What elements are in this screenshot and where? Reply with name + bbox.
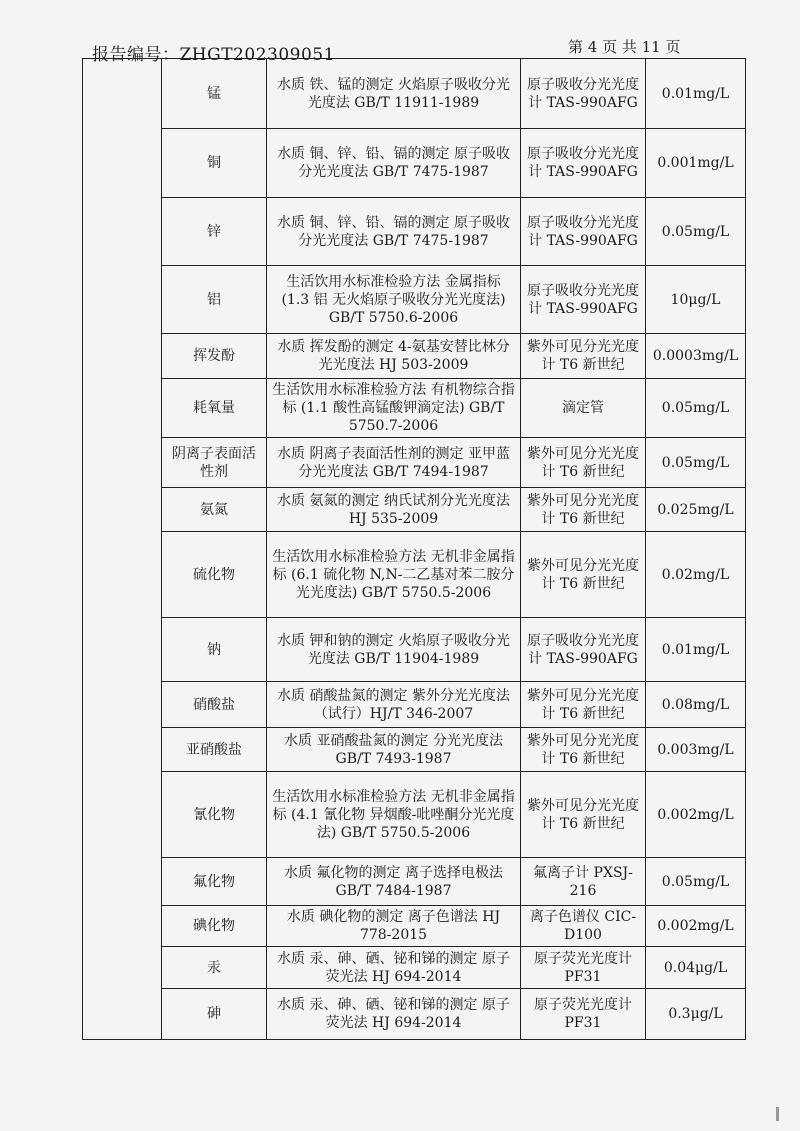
item-cell: 汞 bbox=[162, 947, 267, 989]
table-row bbox=[83, 129, 746, 198]
instrument-cell: 紫外可见分光光度计 T6 新世纪 bbox=[521, 772, 646, 858]
item-cell: 铝 bbox=[162, 266, 267, 334]
instrument-cell: 紫外可见分光光度计 T6 新世纪 bbox=[521, 438, 646, 488]
item-cell: 阴离子表面活性剂 bbox=[162, 438, 267, 488]
item-cell: 耗氧量 bbox=[162, 379, 267, 438]
table-row bbox=[83, 772, 746, 858]
limit-cell: 0.05mg/L bbox=[646, 198, 746, 266]
instrument-cell: 紫外可见分光光度计 T6 新世纪 bbox=[521, 488, 646, 532]
item-cell: 锌 bbox=[162, 198, 267, 266]
table-row bbox=[83, 618, 746, 682]
item-cell: 硫化物 bbox=[162, 532, 267, 618]
item-cell: 硝酸盐 bbox=[162, 682, 267, 728]
table-row bbox=[83, 379, 746, 438]
report-number: 报告编号：ZHGT202309051 bbox=[92, 45, 335, 65]
table-row bbox=[83, 532, 746, 618]
limit-cell: 0.001mg/L bbox=[646, 129, 746, 198]
method-cell: 生活饮用水标准检验方法 金属指标 (1.3 铝 无火焰原子吸收分光光度法) GB/T 5750.6-2006 bbox=[267, 266, 521, 334]
method-cell: 水质 氨氮的测定 纳氏试剂分光光度法 HJ 535-2009 bbox=[267, 488, 521, 532]
method-cell: 水质 硝酸盐氮的测定 紫外分光光度法（试行）HJ/T 346-2007 bbox=[267, 682, 521, 728]
table-row bbox=[83, 858, 746, 906]
limit-cell: 0.01mg/L bbox=[646, 59, 746, 129]
table-row bbox=[83, 947, 746, 989]
method-cell: 水质 铜、锌、铅、镉的测定 原子吸收分光光度法 GB/T 7475-1987 bbox=[267, 129, 521, 198]
page-indicator: 第 4 页 共 11 页 bbox=[568, 38, 681, 56]
limit-cell: 0.02mg/L bbox=[646, 532, 746, 618]
limit-cell: 0.08mg/L bbox=[646, 682, 746, 728]
method-cell: 水质 铜、锌、铅、镉的测定 原子吸收分光光度法 GB/T 7475-1987 bbox=[267, 198, 521, 266]
instrument-cell: 原子荧光光度计 PF31 bbox=[521, 989, 646, 1040]
instrument-cell: 原子吸收分光光度计 TAS-990AFG bbox=[521, 198, 646, 266]
method-cell: 生活饮用水标准检验方法 无机非金属指标 (4.1 氰化物 异烟酸-吡唑酮分光光度法) GB/T 5750.5-2006 bbox=[267, 772, 521, 858]
limit-cell: 0.04μg/L bbox=[646, 947, 746, 989]
method-cell: 水质 汞、砷、硒、铋和锑的测定 原子荧光法 HJ 694-2014 bbox=[267, 989, 521, 1040]
scan-edge-mark bbox=[776, 1107, 779, 1121]
instrument-cell: 离子色谱仪 CIC-D100 bbox=[521, 906, 646, 947]
limit-cell: 0.003mg/L bbox=[646, 728, 746, 772]
limit-cell: 0.01mg/L bbox=[646, 618, 746, 682]
method-cell: 水质 钾和钠的测定 火焰原子吸收分光光度法 GB/T 11904-1989 bbox=[267, 618, 521, 682]
table-row bbox=[83, 334, 746, 379]
instrument-cell: 氟离子计 PXSJ-216 bbox=[521, 858, 646, 906]
table-row bbox=[83, 59, 746, 129]
table-row bbox=[83, 488, 746, 532]
item-cell: 钠 bbox=[162, 618, 267, 682]
method-cell: 生活饮用水标准检验方法 无机非金属指标 (6.1 硫化物 N,N-二乙基对苯二胺分光光度法) GB/T 5750.5-2006 bbox=[267, 532, 521, 618]
item-cell: 铜 bbox=[162, 129, 267, 198]
method-cell: 水质 氟化物的测定 离子选择电极法 GB/T 7484-1987 bbox=[267, 858, 521, 906]
item-cell: 亚硝酸盐 bbox=[162, 728, 267, 772]
limit-cell: 0.05mg/L bbox=[646, 379, 746, 438]
table-row bbox=[83, 728, 746, 772]
instrument-cell: 原子吸收分光光度计 TAS-990AFG bbox=[521, 266, 646, 334]
item-cell: 氰化物 bbox=[162, 772, 267, 858]
instrument-cell: 紫外可见分光光度计 T6 新世纪 bbox=[521, 532, 646, 618]
method-cell: 水质 碘化物的测定 离子色谱法 HJ 778-2015 bbox=[267, 906, 521, 947]
instrument-cell: 紫外可见分光光度计 T6 新世纪 bbox=[521, 682, 646, 728]
limit-cell: 0.025mg/L bbox=[646, 488, 746, 532]
method-cell: 水质 汞、砷、硒、铋和锑的测定 原子荧光法 HJ 694-2014 bbox=[267, 947, 521, 989]
table-row bbox=[83, 266, 746, 334]
limit-cell: 0.002mg/L bbox=[646, 906, 746, 947]
limit-cell: 10μg/L bbox=[646, 266, 746, 334]
method-cell: 生活饮用水标准检验方法 有机物综合指标 (1.1 酸性高锰酸钾滴定法) GB/T 5750.7-2006 bbox=[267, 379, 521, 438]
merged-category-cell bbox=[83, 59, 162, 1040]
test-method-table bbox=[82, 58, 746, 1040]
instrument-cell: 原子荧光光度计 PF31 bbox=[521, 947, 646, 989]
table-row bbox=[83, 438, 746, 488]
instrument-cell: 紫外可见分光光度计 T6 新世纪 bbox=[521, 728, 646, 772]
item-cell: 氨氮 bbox=[162, 488, 267, 532]
instrument-cell: 原子吸收分光光度计 TAS-990AFG bbox=[521, 129, 646, 198]
method-cell: 水质 铁、锰的测定 火焰原子吸收分光光度法 GB/T 11911-1989 bbox=[267, 59, 521, 129]
limit-cell: 0.002mg/L bbox=[646, 772, 746, 858]
instrument-cell: 原子吸收分光光度计 TAS-990AFG bbox=[521, 59, 646, 129]
item-cell: 锰 bbox=[162, 59, 267, 129]
method-cell: 水质 挥发酚的测定 4-氨基安替比林分光光度法 HJ 503-2009 bbox=[267, 334, 521, 379]
instrument-cell: 原子吸收分光光度计 TAS-990AFG bbox=[521, 618, 646, 682]
item-cell: 挥发酚 bbox=[162, 334, 267, 379]
table-row bbox=[83, 906, 746, 947]
item-cell: 砷 bbox=[162, 989, 267, 1040]
instrument-cell: 紫外可见分光光度计 T6 新世纪 bbox=[521, 334, 646, 379]
table-row bbox=[83, 198, 746, 266]
instrument-cell: 滴定管 bbox=[521, 379, 646, 438]
table-row bbox=[83, 682, 746, 728]
table-row bbox=[83, 989, 746, 1040]
method-cell: 水质 阴离子表面活性剂的测定 亚甲蓝分光光度法 GB/T 7494-1987 bbox=[267, 438, 521, 488]
item-cell: 碘化物 bbox=[162, 906, 267, 947]
limit-cell: 0.3μg/L bbox=[646, 989, 746, 1040]
method-cell: 水质 亚硝酸盐氮的测定 分光光度法 GB/T 7493-1987 bbox=[267, 728, 521, 772]
item-cell: 氟化物 bbox=[162, 858, 267, 906]
limit-cell: 0.0003mg/L bbox=[646, 334, 746, 379]
limit-cell: 0.05mg/L bbox=[646, 858, 746, 906]
limit-cell: 0.05mg/L bbox=[646, 438, 746, 488]
